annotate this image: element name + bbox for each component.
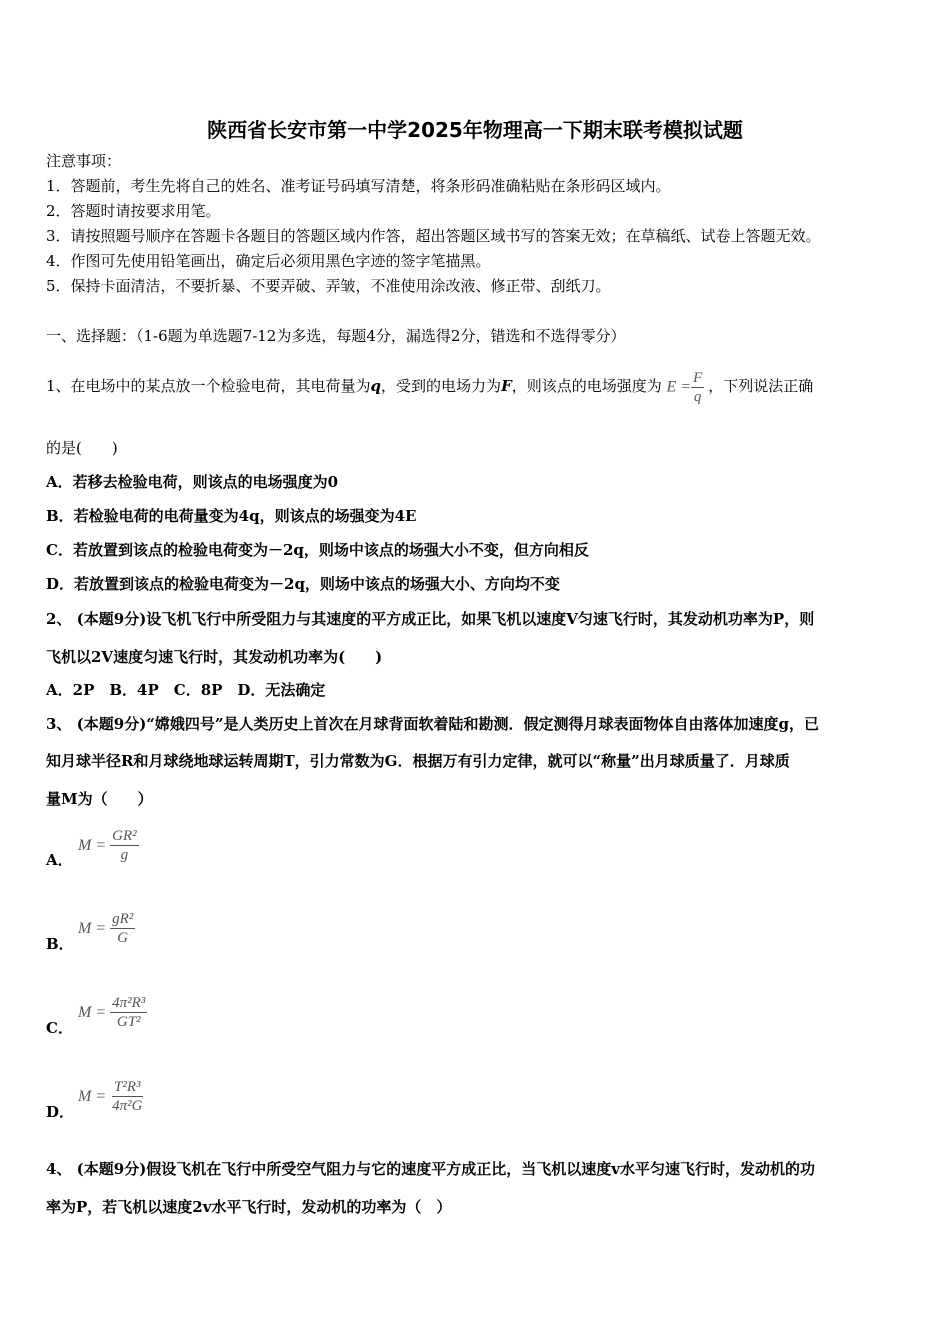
formula-lhs: M = bbox=[78, 836, 107, 854]
q3-option-d-label: D． bbox=[46, 1103, 75, 1121]
q1-option-a: A．若移去检验电荷，则该点的电场强度为0 bbox=[46, 473, 339, 491]
notice-item: 5．保持卡面清洁，不要折暴、不要弄破、弄皱，不准使用涂改液、修正带、刮纸刀。 bbox=[46, 277, 611, 295]
formula-lhs: M = bbox=[78, 1087, 107, 1105]
q1-option-b: B．若检验电荷的电荷量变为4q，则该点的场强变为4E bbox=[46, 507, 417, 525]
formula-fraction bbox=[110, 827, 139, 864]
q1-formula-den: q bbox=[693, 388, 702, 405]
q1-text-a: 1、在电场中的某点放一个检验电荷，其电荷量为 bbox=[46, 377, 371, 395]
notice-item: 3．请按照题号顺序在答题卡各题目的答题区域内作答，超出答题区域书写的答案无效；在草稿纸、试卷上答题无效。 bbox=[46, 227, 821, 245]
q2-line1: 2、 (本题9分)设飞机飞行中所受阻力与其速度的平方成正比，如果飞机以速度V匀速飞行时，其发动机功率为P，则 bbox=[46, 610, 815, 628]
question-1-stem bbox=[46, 364, 813, 409]
formula-den: 4π²G bbox=[112, 1098, 143, 1114]
formula-lhs: M = bbox=[78, 919, 107, 937]
formula-den: G bbox=[117, 930, 129, 946]
formula-num: T²R³ bbox=[114, 1079, 141, 1095]
formula-den: GT² bbox=[116, 1014, 141, 1030]
notice-heading: 注意事项： bbox=[46, 152, 122, 170]
q1-formula-fraction bbox=[691, 369, 704, 406]
q1-formula-lhs: E = bbox=[666, 378, 692, 396]
q3-line2: 知月球半径R和月球绕地球运转周期T，引力常数为G．根据万有引力定律，就可以“称量”出月球质量了．月球质 bbox=[46, 752, 790, 770]
q4-line2: 率为P，若飞机以速度2v水平飞行时，发动机的功率为（ ） bbox=[46, 1198, 452, 1216]
q3-option-a-formula bbox=[78, 827, 139, 864]
q3-option-c-label: C． bbox=[46, 1019, 73, 1037]
q1-text-d: ，下列说法正确 bbox=[708, 377, 814, 395]
formula-den: g bbox=[120, 847, 129, 863]
formula-num: gR² bbox=[112, 911, 134, 927]
q1-var-q: q bbox=[370, 377, 382, 395]
notice-item: 1．答题前，考生先将自己的姓名、准考证号码填写清楚，将条形码准确粘贴在条形码区域内。 bbox=[46, 177, 671, 195]
page-title: 陕西省长安市第一中学2025年物理高一下期末联考模拟试题 bbox=[207, 118, 743, 142]
formula-num: 4π²R³ bbox=[112, 995, 146, 1011]
q3-option-a-label: A． bbox=[46, 851, 73, 869]
q3-line1: 3、 (本题9分)“嫦娥四号”是人类历史上首次在月球背面软着陆和勘测．假定测得月球表面物体自由落体加速度g，已 bbox=[46, 715, 820, 733]
q1-line2: 的是( ) bbox=[46, 439, 118, 457]
formula-fraction bbox=[110, 994, 147, 1031]
q3-option-b-label: B． bbox=[46, 935, 74, 953]
formula-fraction bbox=[110, 1078, 144, 1115]
formula-fraction bbox=[110, 910, 135, 947]
q1-option-d: D．若放置到该点的检验电荷变为－2q，则场中该点的场强大小、方向均不变 bbox=[46, 575, 560, 593]
q2-line2: 飞机以2V速度匀速飞行时，其发动机功率为( ) bbox=[46, 648, 383, 666]
formula-num: GR² bbox=[112, 828, 137, 844]
q3-option-d-formula bbox=[78, 1078, 144, 1115]
q4-line1: 4、 (本题9分)假设飞机在飞行中所受空气阻力与它的速度平方成正比，当飞机以速度v水平匀速飞行时，发动机的功 bbox=[46, 1160, 816, 1178]
section-heading: 一、选择题：（1-6题为单选题7-12为多选，每题4分，漏选得2分，错选和不选得零分） bbox=[46, 327, 626, 345]
formula-lhs: M = bbox=[78, 1003, 107, 1021]
notice-item: 2．答题时请按要求用笔。 bbox=[46, 202, 221, 220]
q3-line3: 量M为（ ） bbox=[46, 790, 153, 808]
q1-formula-num: F bbox=[693, 369, 703, 386]
q1-formula bbox=[666, 369, 709, 405]
q1-option-c: C．若放置到该点的检验电荷变为－2q，则场中该点的场强大小不变，但方向相反 bbox=[46, 541, 589, 559]
q3-option-c-formula bbox=[78, 994, 147, 1031]
notice-item: 4．作图可先使用铅笔画出，确定后必须用黑色字迹的签字笔描黑。 bbox=[46, 252, 491, 270]
q1-text-c: ，则该点的电场强度为 bbox=[511, 377, 662, 395]
q1-var-f: F bbox=[501, 377, 512, 395]
q2-options: A．2P B．4P C．8P D．无法确定 bbox=[46, 681, 326, 699]
q1-text-b: ，受到的电场力为 bbox=[381, 377, 502, 395]
q3-option-b-formula bbox=[78, 910, 135, 947]
